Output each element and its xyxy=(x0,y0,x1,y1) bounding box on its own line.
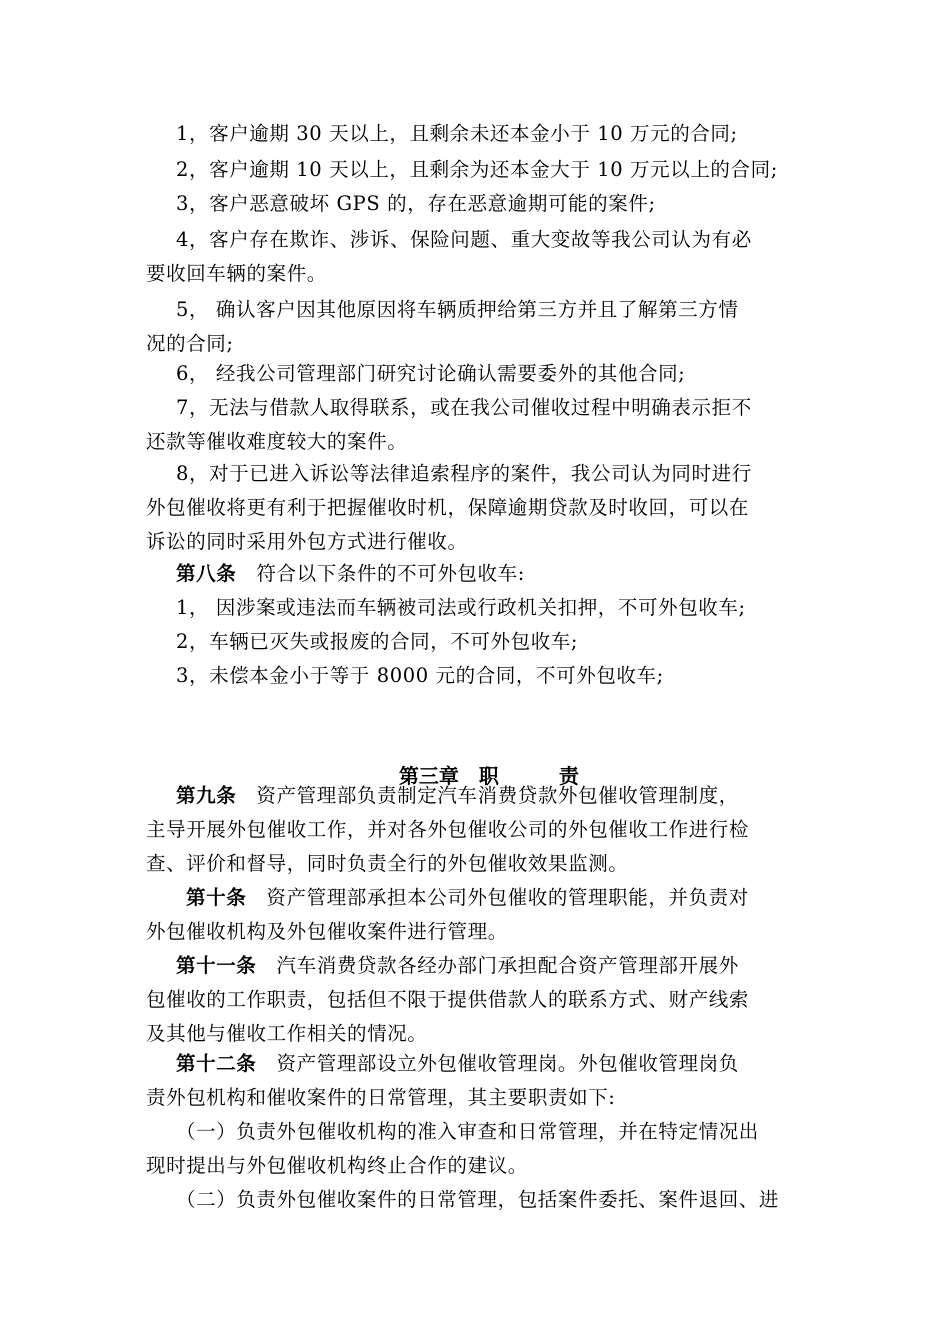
article-12-line1 xyxy=(176,1046,739,1082)
condition-4-line1: 4，客户存在欺诈、涉诉、保险问题、重大变故等我公司认为有必 xyxy=(176,228,752,251)
condition-7-line1: 7，无法与借款人取得联系，或在我公司催收过程中明确表示拒不 xyxy=(176,396,752,419)
article-9-text-1: 资产管理部负责制定汽车消费贷款外包催收管理制度， xyxy=(256,784,739,807)
article-9-line1 xyxy=(176,778,739,814)
article-8-item-2: 2，车辆已灭失或报废的合同，不可外包收车; xyxy=(176,630,579,653)
article-10-line1 xyxy=(186,880,749,916)
condition-7-line2: 还款等催收难度较大的案件。 xyxy=(146,430,408,453)
article-11-line3: 及其他与催收工作相关的情况。 xyxy=(146,1022,428,1045)
condition-5-line2: 况的合同; xyxy=(146,332,234,355)
article-9-line2: 主导开展外包催收工作，并对各外包催收公司的外包催收工作进行检 xyxy=(146,818,750,841)
article-12-sub-1-line1: （一）负责外包催收机构的准入审查和日常管理，并在特定情况出 xyxy=(176,1120,759,1143)
chapter-3-word-1: 职 xyxy=(478,764,499,788)
condition-5-line1: 5， 确认客户因其他原因将车辆质押给第三方并且了解第三方情 xyxy=(176,298,739,321)
article-12-line2: 责外包机构和催收案件的日常管理，其主要职责如下: xyxy=(146,1086,616,1109)
chapter-3-word-2: 责 xyxy=(558,764,579,788)
condition-8-line1: 8，对于已进入诉讼等法律追索程序的案件，我公司认为同时进行 xyxy=(176,462,752,485)
article-8-item-1: 1， 因涉案或违法而车辆被司法或行政机关扣押，不可外包收车; xyxy=(176,596,746,619)
article-12-sub-1-line2: 现时提出与外包催收机构终止合作的建议。 xyxy=(146,1154,528,1177)
condition-6: 6， 经我公司管理部门研究讨论确认需要委外的其他合同; xyxy=(176,362,686,385)
article-8-heading xyxy=(176,556,525,592)
article-9-line3: 查、评价和督导，同时负责全行的外包催收效果监测。 xyxy=(146,852,629,875)
chapter-3-title xyxy=(0,722,950,788)
article-9-label: 第九条 xyxy=(176,784,237,807)
condition-8-line2: 外包催收将更有利于把握催收时机，保障逾期贷款及时收回，可以在 xyxy=(146,496,750,519)
article-12-sub-2-line1: （二）负责外包催收案件的日常管理，包括案件委托、案件退回、进 xyxy=(176,1188,780,1211)
condition-1: 1，客户逾期 30 天以上，且剩余未还本金小于 10 万元的合同; xyxy=(176,122,738,145)
article-11-line2: 包催收的工作职责，包括但不限于提供借款人的联系方式、财产线索 xyxy=(146,988,750,1011)
article-10-line2: 外包催收机构及外包催收案件进行管理。 xyxy=(146,920,508,943)
chapter-3-number: 第三章 xyxy=(398,764,459,788)
article-11-text-1: 汽车消费贷款各经办部门承担配合资产管理部开展外 xyxy=(276,954,739,977)
article-10-text-1: 资产管理部承担本公司外包催收的管理职能，并负责对 xyxy=(266,886,749,909)
article-12-label: 第十二条 xyxy=(176,1052,257,1075)
article-11-line1 xyxy=(176,948,739,984)
article-10-label: 第十条 xyxy=(186,886,247,909)
article-8-item-3: 3，未偿本金小于等于 8000 元的合同，不可外包收车; xyxy=(176,664,664,687)
article-8-text: 符合以下条件的不可外包收车: xyxy=(256,562,525,585)
condition-4-line2: 要收回车辆的案件。 xyxy=(146,262,327,285)
article-12-text-1: 资产管理部设立外包催收管理岗。外包催收管理岗负 xyxy=(276,1052,739,1075)
article-8-label: 第八条 xyxy=(176,562,237,585)
condition-8-line3: 诉讼的同时采用外包方式进行催收。 xyxy=(146,530,468,553)
condition-2: 2，客户逾期 10 天以上，且剩余为还本金大于 10 万元以上的合同; xyxy=(176,158,778,181)
article-11-label: 第十一条 xyxy=(176,954,257,977)
condition-3: 3，客户恶意破坏 GPS 的，存在恶意逾期可能的案件; xyxy=(176,192,656,215)
